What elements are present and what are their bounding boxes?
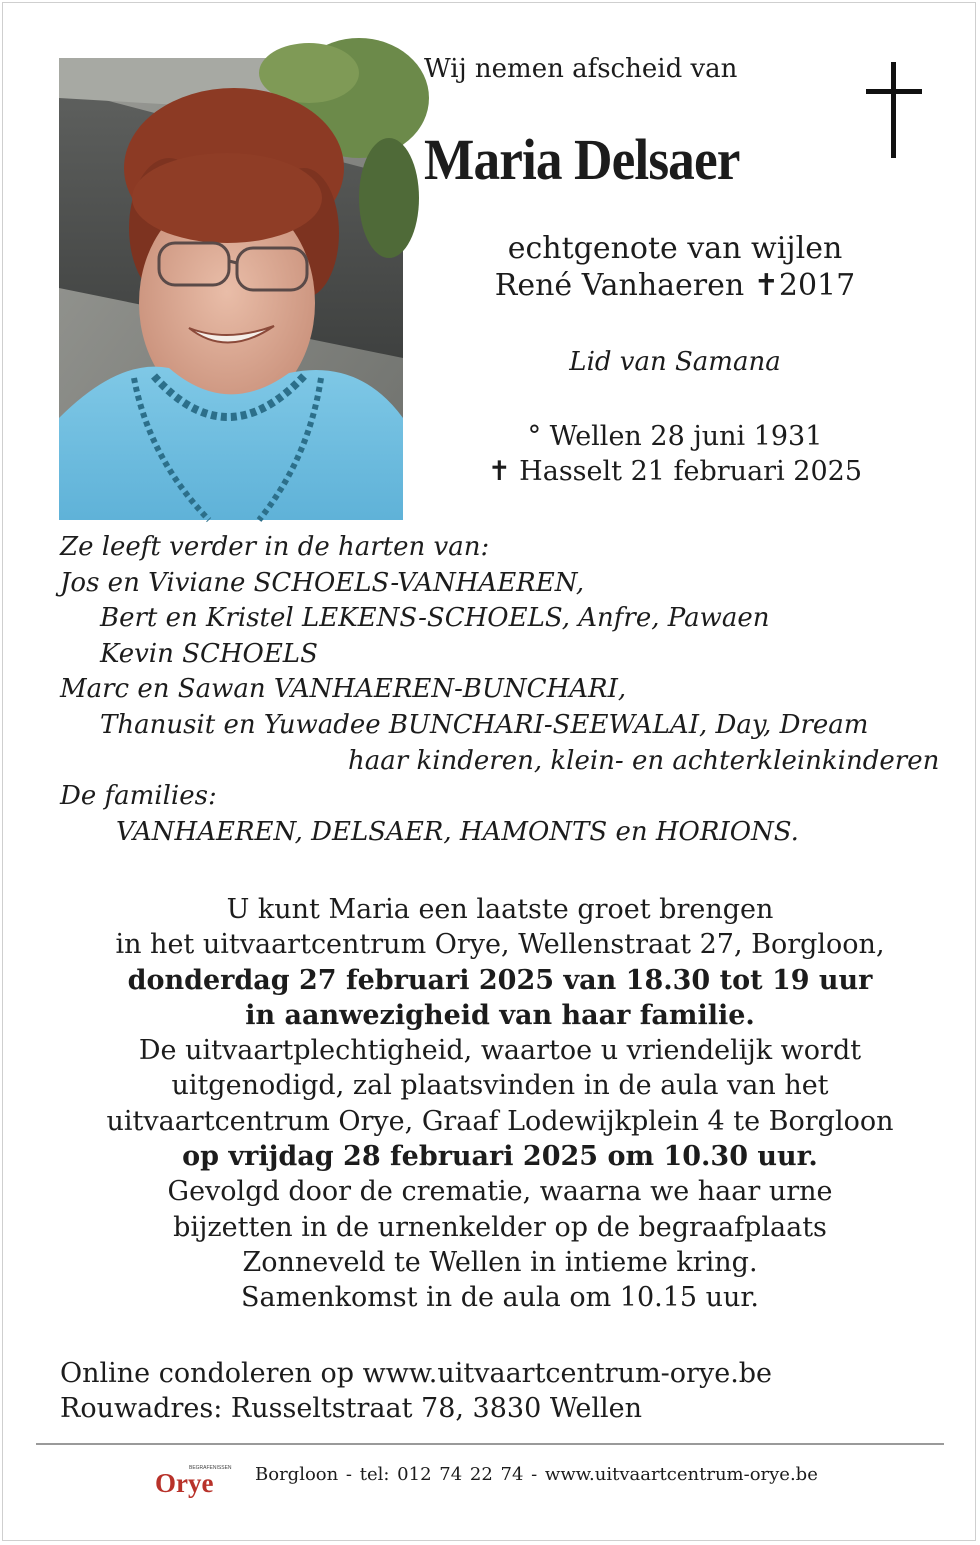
logo-text: Orye: [155, 1468, 214, 1498]
ceremony-line: donderdag 27 februari 2025 van 18.30 tot 19 uur: [127, 964, 873, 996]
ceremony-line: uitgenodigd, zal plaatsvinden in de aula van het: [171, 1070, 829, 1102]
spouse-line-1: echtgenote van wijlen: [507, 231, 843, 266]
intro-text: Wij nemen afscheid van: [424, 54, 738, 84]
ceremony-line: Gevolgd door de crematie, waarna we haar urne: [167, 1176, 833, 1208]
ceremony-line: bijzetten in de urnenkelder op de begraafplaats: [173, 1211, 827, 1243]
family-line: Thanusit en Yuwadee BUNCHARI-SEEWALAI, Day, Dream: [100, 709, 869, 740]
ceremony-line: op vrijdag 28 februari 2025 om 10.30 uur.: [182, 1141, 818, 1173]
ceremony-line: in aanwezigheid van haar familie.: [245, 999, 755, 1031]
portrait-photo: [59, 58, 403, 520]
family-line: Bert en Kristel LEKENS-SCHOELS, Anfre, Pawaen: [100, 603, 770, 634]
family-line: Jos en Viviane SCHOELS-VANHAEREN,: [60, 567, 585, 598]
family-line: Marc en Sawan VANHAEREN-BUNCHARI,: [60, 674, 627, 705]
orye-logo: [155, 1462, 232, 1498]
logo-small-text: BEGRAFENISSEN: [189, 1465, 232, 1471]
ceremony-info: [60, 892, 940, 1316]
contact-info: [60, 1356, 772, 1426]
ceremony-line: U kunt Maria een laatste groet brengen: [226, 894, 774, 925]
ceremony-line: in het uitvaartcentrum Orye, Wellenstraat 27, Borgloon,: [115, 929, 885, 961]
family-line: haar kinderen, klein- en achterkleinkinderen: [348, 745, 940, 776]
deceased-name: Maria Delsaer: [424, 127, 740, 192]
footer-text: Borgloon - tel: 012 74 22 74 - www.uitvaartcentrum-orye.be: [255, 1464, 818, 1485]
spouse-info: [420, 230, 930, 304]
ceremony-line: Samenkomst in de aula om 10.15 uur.: [241, 1282, 759, 1314]
death-line: ✝ Hasselt 21 februari 2025: [487, 456, 863, 487]
ceremony-line: De uitvaartplechtigheid, waartoe u vriendelijk wordt: [138, 1035, 862, 1067]
life-dates: [420, 419, 930, 489]
family-line: VANHAEREN, DELSAER, HAMONTS en HORIONS.: [116, 816, 799, 847]
spouse-line-2: René Vanhaeren ✝2017: [494, 268, 856, 303]
ceremony-line: Zonneveld te Wellen in intieme kring.: [242, 1246, 758, 1278]
family-line: De families:: [60, 781, 217, 812]
ceremony-line: uitvaartcentrum Orye, Graaf Lodewijkplein 4 te Borgloon: [106, 1105, 894, 1137]
family-line: Kevin SCHOELS: [100, 638, 318, 669]
footer-divider: [36, 1443, 944, 1445]
membership-text: Lid van Samana: [569, 347, 781, 377]
latin-cross-icon: [866, 62, 922, 158]
online-condolence-line: Online condoleren op www.uitvaartcentrum-orye.be: [60, 1358, 773, 1389]
family-list: [60, 530, 939, 850]
mourning-address-line: Rouwadres: Russeltstraat 78, 3830 Wellen: [60, 1393, 643, 1424]
birth-line: ° Wellen 28 juni 1931: [527, 421, 823, 452]
family-line: Ze leeft verder in de harten van:: [60, 532, 490, 562]
